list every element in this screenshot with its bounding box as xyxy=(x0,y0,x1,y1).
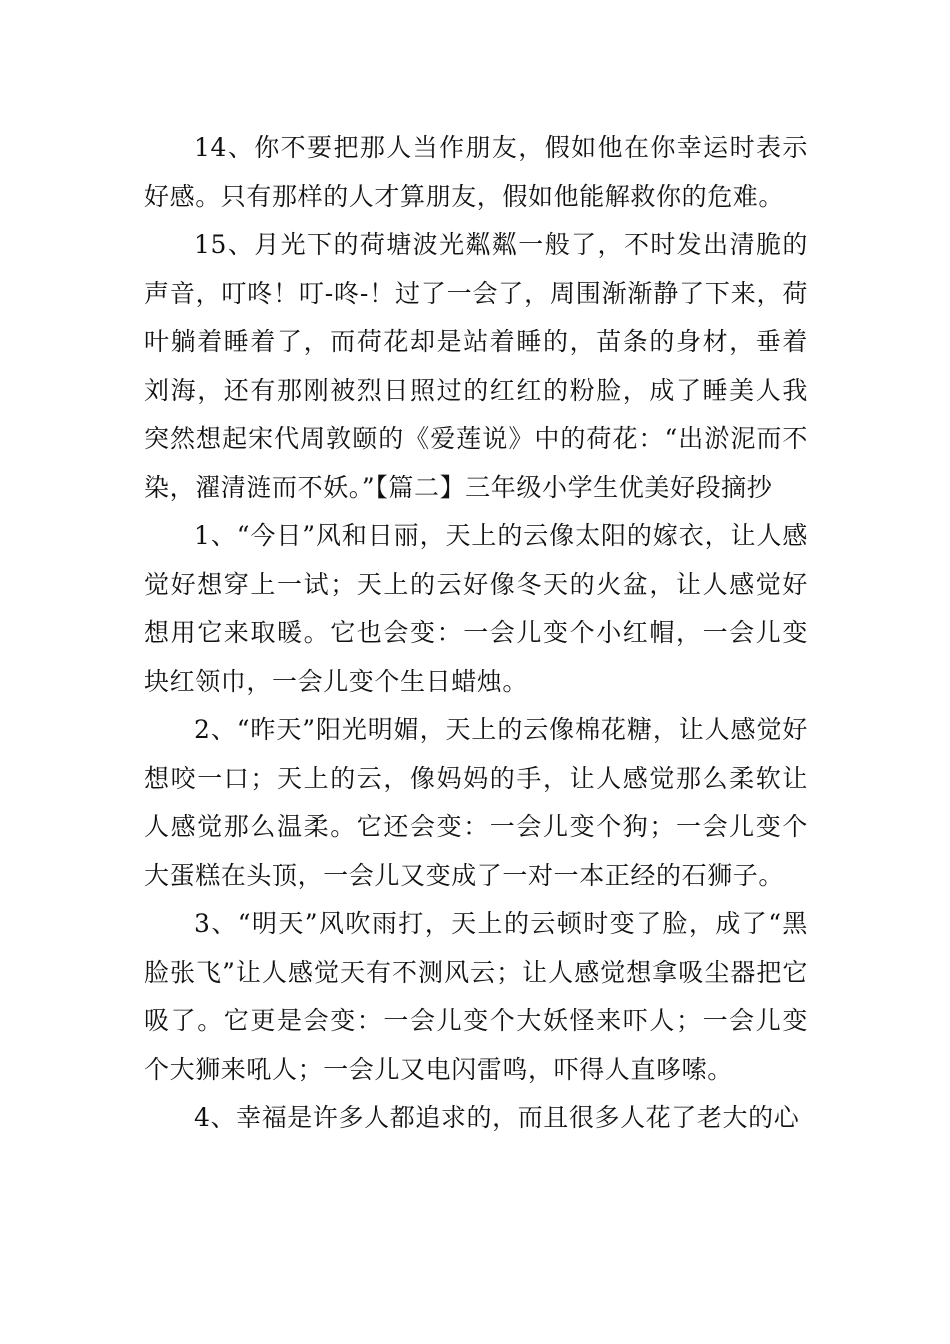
paragraph-4: 4、幸福是许多人都追求的，而且很多人花了老大的心 xyxy=(194,1103,800,1132)
paragraph-15: 15、月光下的荷塘波光粼粼一般了，不时发出清脆的声音，叮咚！叮-咚-！过了一会了，周围渐渐静了下来，荷叶躺着睡着了，而荷花却是站着睡的，苗条的身材，垂着刘海，还有那刚被烈日照过的红红的粉脸，成了睡美人我突然想起宋代周敦颐的《爱莲说》中的荷花：“出淤泥而不染，濯清涟而不妖。”【篇二】三年级小学生优美好段摘抄 xyxy=(144,230,808,502)
paragraph-2: 2、“昨天”阳光明媚，天上的云像棉花糖，让人感觉好想咬一口；天上的云，像妈妈的手，让人感觉那么柔软让人感觉那么温柔。它还会变：一会儿变个狗；一会儿变个大蛋糕在头顶，一会儿又变成了一对一本正经的石狮子。 xyxy=(144,715,808,890)
document-body xyxy=(144,124,808,1143)
paragraph-1: 1、“今日”风和日丽，天上的云像太阳的嫁衣，让人感觉好想穿上一试；天上的云好像冬天的火盆，让人感觉好想用它来取暖。它也会变：一会儿变个小红帽，一会儿变块红领巾，一会儿变个生日蜡烛。 xyxy=(144,521,808,696)
paragraph-3: 3、“明天”风吹雨打，天上的云顿时变了脸，成了“黑脸张飞”让人感觉天有不测风云；让人感觉想拿吸尘器把它吸了。它更是会变：一会儿变个大妖怪来吓人；一会儿变个大狮来吼人；一会儿又电闪雷鸣，吓得人直哆嗦。 xyxy=(144,909,808,1084)
paragraph-14: 14、你不要把那人当作朋友，假如他在你幸运时表示好感。只有那样的人才算朋友，假如他能解救你的危难。 xyxy=(144,133,808,211)
